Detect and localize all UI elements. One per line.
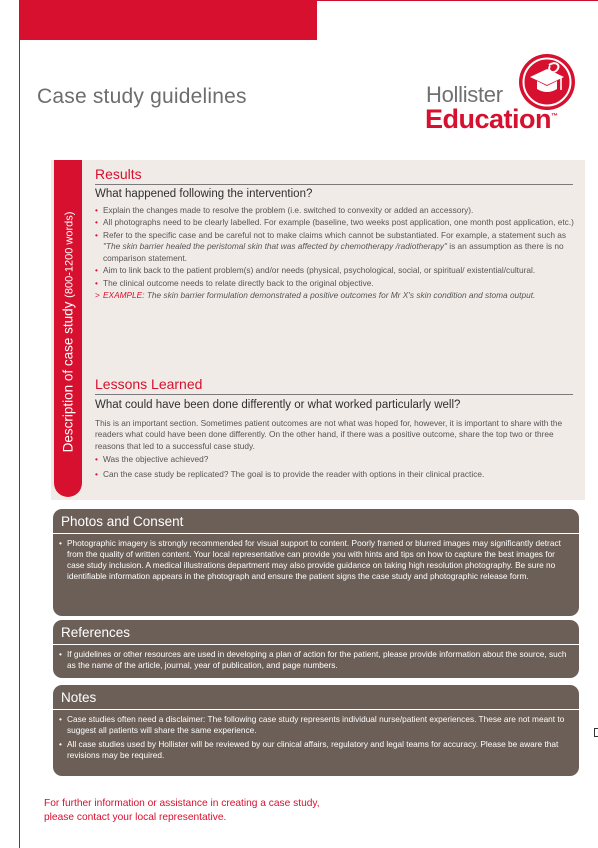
side-label-main: Description of case study — [60, 301, 76, 453]
list-item: • Can the case study be replicated? The goal is to provide the reader with options in their clinical practice. — [95, 469, 577, 480]
example-text: The skin barrier formulation demonstrated a positive outcomes for Mr X's skin condition and stoma output. — [144, 290, 536, 301]
results-claims-quote: "The skin barrier healed the peristomal skin that was affected by chemotherapy /radiotherapy" — [103, 241, 447, 252]
lessons-body — [95, 418, 577, 482]
notes-panel — [53, 685, 579, 776]
list-item: • Case studies often need a disclaimer: The following case study represents individual nurse/patient experiences. These are not meant to suggest all patients will share the same experience. — [59, 714, 571, 736]
results-claims-text: Refer to the specific case and be careful not to make claims which cannot be substantiated. For example, a statement such as — [103, 229, 567, 240]
list-item: • If guidelines or other resources are used in developing a plan of action for the patient, please provide information about the source, such as the name of the article, journal, year of publication, and page numbers. — [59, 649, 571, 671]
references-bullet-list — [59, 649, 571, 671]
header-red-bar — [20, 0, 317, 40]
lessons-paragraph: This is an important section. Sometimes patient outcomes are not what was hoped for, however, it is important to share with the readers what could have been done differently. On the other hand, if there was a positive outcome, share the top two or three reasons that led to a successful case study. — [95, 418, 563, 451]
list-item: • Photographic imagery is strongly recommended for visual support to content. Poorly framed or blurred images may significantly detract from the quality of written content. Your local representative can provide you with hints and tips on how to capture the best images for case study inclusion. A medical illustrations department may also provide guidance on taking high resolution photography. Be sure no identifiable information appears in the photograph and ensure the patient signs the case study and photographic release form. — [59, 538, 571, 582]
list-item: • Was the objective achieved? — [95, 454, 577, 465]
list-item: • All photographs need to be clearly labelled. For example (baseline, two weeks post application, one month post application, etc.) — [95, 217, 577, 228]
photos-heading: Photos and Consent — [61, 514, 184, 529]
photos-divider — [53, 533, 579, 534]
notes-bullet-list — [59, 714, 571, 761]
margin-bracket-mark — [594, 728, 598, 737]
references-panel — [53, 620, 579, 678]
page-title: Case study guidelines — [37, 85, 247, 108]
trademark-symbol: ™ — [551, 113, 558, 120]
notes-divider — [53, 709, 579, 710]
lessons-question: What could have been done differently or what worked particularly well? — [95, 399, 461, 411]
example-label: EXAMPLE: — [103, 290, 145, 301]
lessons-heading: Lessons Learned — [95, 376, 203, 392]
lessons-divider — [95, 394, 573, 395]
results-bullet-list — [95, 205, 577, 289]
list-item: • The clinical outcome needs to relate directly back to the original objective. — [95, 278, 577, 289]
logo-wordmark-education — [425, 104, 558, 135]
results-heading: Results — [95, 166, 142, 182]
side-label-word-count: (800-1200 words) — [63, 211, 76, 298]
list-item: • Explain the changes made to resolve the problem (i.e. switched to convexity or added an accessory). — [95, 205, 577, 216]
results-body — [95, 205, 577, 301]
lessons-bullet-list — [95, 454, 577, 481]
list-item: • Aim to link back to the patient problem(s) and/or needs (physical, psychological, social, or spiritual/ existential/cultural. — [95, 265, 577, 276]
references-body — [59, 649, 571, 672]
contact-line-1: For further information or assistance in creating a case study, — [44, 798, 320, 809]
logo-education-text: Education — [425, 104, 552, 134]
description-side-label — [61, 212, 76, 453]
notes-body — [59, 714, 571, 762]
results-claims-tail: is an assumption as there is no comparison statement. — [103, 241, 564, 263]
results-divider — [95, 184, 573, 185]
photos-body — [59, 538, 571, 583]
photos-bullet-list — [59, 538, 571, 582]
list-item: • All case studies used by Hollister will be reviewed by our clinical affairs, regulatory and legal teams for accuracy. Please be aware that revisions may be required. — [59, 739, 571, 761]
results-example — [95, 290, 577, 301]
contact-note — [44, 797, 320, 824]
hollister-education-logo — [426, 48, 586, 140]
list-item — [95, 230, 577, 264]
graduation-cap-seal-icon — [517, 52, 577, 112]
results-question: What happened following the intervention? — [95, 188, 313, 200]
references-heading: References — [61, 625, 131, 640]
logo-wordmark-hollister: Hollister — [426, 82, 503, 107]
notes-heading: Notes — [61, 690, 97, 705]
contact-line-2: please contact your local representative. — [44, 811, 227, 823]
references-divider — [53, 644, 579, 645]
photos-consent-panel — [53, 509, 579, 616]
